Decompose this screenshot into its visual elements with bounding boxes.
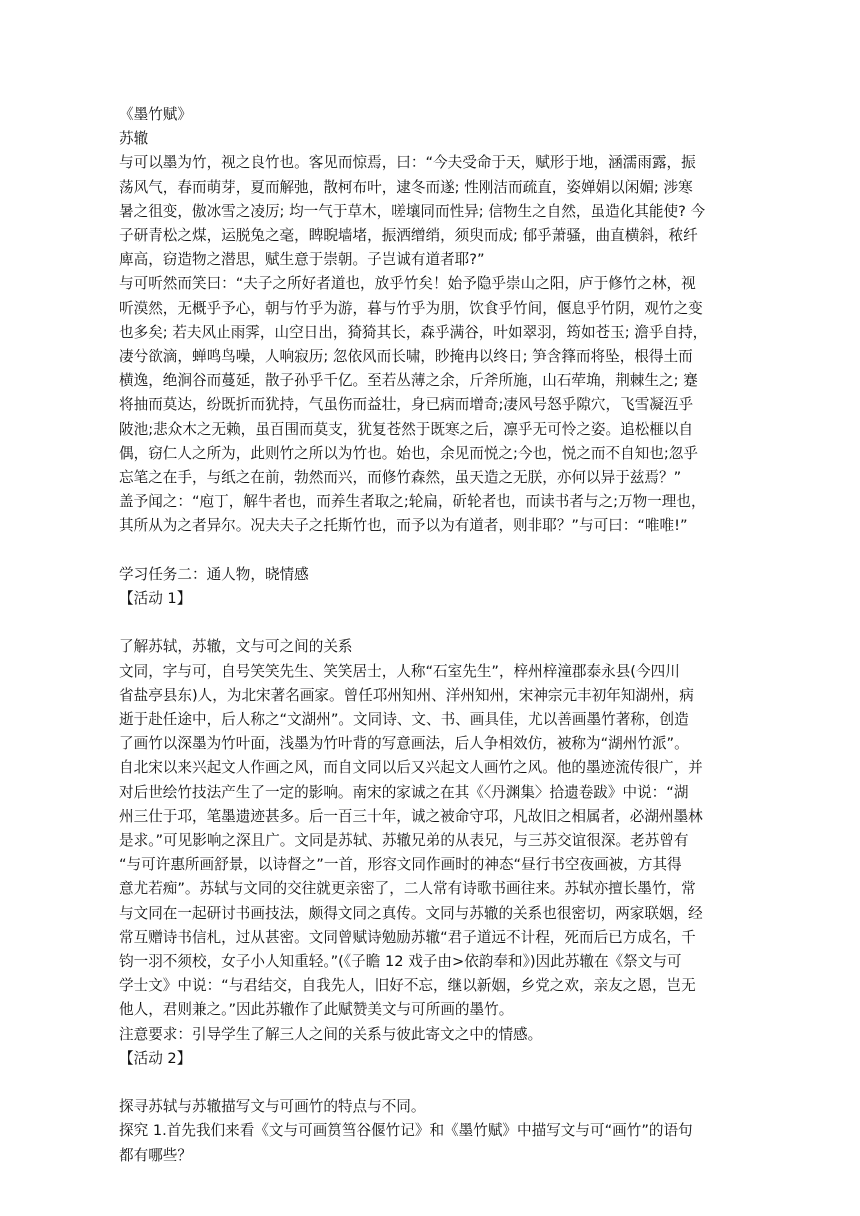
document-body [119, 103, 794, 1168]
text-line: 探寻苏轼与苏辙描写文与可画竹的特点与不同。 [119, 1098, 426, 1116]
text-line: 荡风气，春而萌芽，夏而解弛，散柯布叶，逮冬而遂; 性刚洁而疏直，姿婵娟以闲媚; 涉寒 [119, 178, 693, 196]
text-line: 钧一羽不须校，女子小人知重轻。”(《子瞻 12 戏子由>依韵奉和》)因此苏辙在《祭文与可 [119, 953, 682, 971]
text-line: 学习任务二：通人物，晓情感 [119, 565, 309, 583]
text-line: 庳高，窃造物之潜思，赋生意于崇朝。子岂诚有道者耶?” [119, 251, 485, 269]
text-line: 了解苏轼，苏辙，文与可之间的关系 [119, 638, 353, 656]
text-line: 忘笔之在手，与纸之在前，勃然而兴，而修竹森然，虽天造之无朕，亦何以异于兹焉？” [119, 469, 682, 487]
text-line: 也多矣; 若夫风止雨霁，山空日出，猗猗其长，森乎满谷，叶如翠羽，筠如苍玉; 澹乎自持， [119, 323, 708, 341]
text-line: 意尤若痴”。苏轼与文同的交往就更亲密了，二人常有诗歌书画往来。苏轼亦擅长墨竹，常 [119, 880, 696, 898]
text-line: 将抽而莫达，纷既折而犹持，气虽伤而益壮，身已病而增奇;凄风号怒乎隙穴，飞雪凝沍乎 [119, 396, 694, 414]
text-line: 对后世绘竹技法产生了一定的影响。南宋的家诚之在其《〈丹渊集〉拾遗卷跋》中说：“湖 [119, 783, 689, 801]
text-line: 了画竹以深墨为竹叶面，浅墨为竹叶背的写意画法，后人争相效仿，被称为“湖州竹派”。 [119, 735, 689, 753]
text-line: 苏辙 [119, 130, 149, 148]
text-line: 其所从为之者异尔。况夫夫子之托斯竹也，而予以为有道者，则非耶？”与可曰：“唯唯!” [119, 517, 688, 535]
text-line: 注意要求：引导学生了解三人之间的关系与彼此寄文之中的情感。 [119, 1025, 543, 1043]
text-line: 暑之徂变，傲冰雪之凌厉; 均一气于草木，嗟壤同而性异; 信物生之自然，虽造化其能使? 今 [119, 202, 706, 220]
text-line: 逝于赴任途中，后人称之“文湖州”。文同诗、文、书、画具佳，尤以善画墨竹著称，创造 [119, 711, 689, 729]
text-line: 省盐亭县东)人，为北宋著名画家。曾任邛州知州、洋州知州，宋神宗元丰初年知湖州，病 [119, 686, 694, 704]
text-line: 是求。”可见影响之深且广。文同是苏轼、苏辙兄弟的从表兄，与三苏交谊很深。老苏曾有 [119, 832, 689, 850]
text-line: 《墨竹赋》 [119, 106, 192, 123]
text-line: 都有哪些？ [119, 1146, 192, 1164]
text-line: 凄兮欲滴，蝉鸣鸟噪，人响寂历; 忽依风而长啸，眇掩冉以终日; 笋含箨而将坠，根得土而 [119, 348, 693, 366]
text-line: 与可听然而笑曰：“夫子之所好者道也，放乎竹矣！始予隐乎崇山之阳，庐于修竹之林，视 [119, 275, 696, 293]
text-line: “与可许惠所画舒景，以诗督之”一首，形容文同作画时的神态“昼行书空夜画被，方其得 [119, 856, 682, 874]
blank-line [119, 1071, 794, 1095]
text-line: 与可以墨为竹，视之良竹也。客见而惊焉，曰：“今夫受命于天，赋形于地，涵濡雨露，振 [119, 154, 696, 172]
text-line: 偶，窃仁人之所为，此则竹之所以为竹也。始也，余见而悦之;今也，悦之而不自知也;忽乎 [119, 444, 698, 462]
text-line: 横逸，绝涧谷而蔓延，散子孙乎千亿。至若丛薄之余，斤斧所施，山石荦埆，荆棘生之; 蹇 [119, 372, 698, 390]
text-line: 【活动 2】 [119, 1049, 192, 1067]
text-line: 【活动 1】 [119, 590, 192, 608]
text-line: 自北宋以来兴起文人作画之风，而自文同以后又兴起文人画竹之风。他的墨迹流传很广，并 [119, 759, 703, 777]
text-line: 他人，君则兼之。”因此苏辙作了此赋赞美文与可所画的墨竹。 [119, 1001, 514, 1019]
text-line: 陂池;悲众木之无赖，虽百围而莫支，犹复苍然于既寒之后，凛乎无可怜之姿。追松榧以自 [119, 420, 694, 438]
text-line: 州三仕于邛，笔墨遗迹甚多。后一百三十年，诚之被命守邛，凡故旧之相属者，必湖州墨林 [119, 807, 703, 825]
text-line: 常互赠诗书信札，过从甚密。文同曾赋诗勉励苏辙“君子道远不计程，死而后已方成名，千 [119, 928, 696, 946]
blank-line [119, 611, 794, 635]
text-line: 文同，字与可，自号笑笑先生、笑笑居士，人称“石室先生”，梓州梓潼郡泰永县(今四川 [119, 662, 680, 680]
text-line: 子研青松之煤，运脱兔之毫，睥睨墙堵，振洒缯绡，须臾而成; 郁乎萧骚，曲直横斜，秾纤 [119, 227, 698, 245]
text-line: 探究 1.首先我们来看《文与可画筼筜谷偃竹记》和《墨竹赋》中描写文与可“画竹”的语句 [119, 1122, 693, 1140]
text-line: 盖予闻之：“庖丁，解牛者也，而养生者取之;轮扁，斫轮者也，而读书者与之;万物一理也， [119, 493, 706, 511]
text-line: 与文同在一起研讨书画技法，颇得文同之真传。文同与苏辙的关系也很密切，两家联姻，经 [119, 904, 703, 922]
blank-line [119, 539, 794, 563]
text-line: 听漠然，无概乎予心，朝与竹乎为游，暮与竹乎为朋，饮食乎竹间，偃息乎竹阴，观竹之变 [119, 299, 703, 317]
text-line: 学士文》中说：“与君结交，自我先人，旧好不忘，继以新姻，乡党之欢，亲友之恩，岂无 [119, 977, 696, 995]
